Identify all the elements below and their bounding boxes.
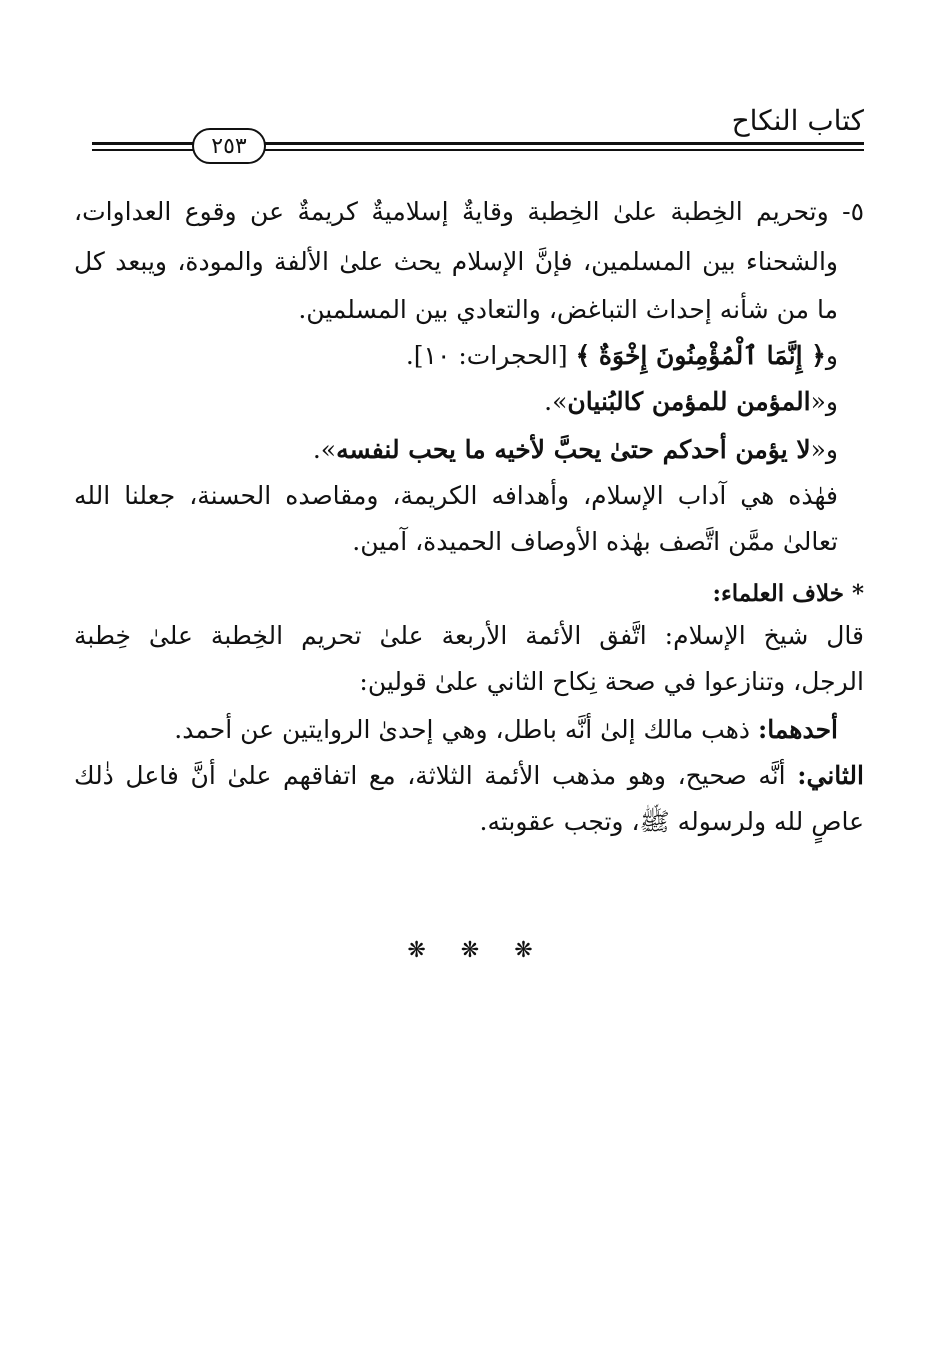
opinion-second-line-1	[74, 754, 864, 798]
hadith-2-line	[74, 428, 838, 472]
star-ornament: ❋	[407, 938, 426, 963]
text-span: قال شيخ الإسلام: اتَّفق الأئمة الأربعة علىٰ تحريم الخِطبة علىٰ خِطبة	[74, 621, 864, 650]
quote-open: و«	[810, 387, 838, 416]
text-span: عاصٍ لله ولرسوله ﷺ، وتجب عقوبته.	[479, 807, 864, 836]
quote-close: ».	[312, 435, 337, 464]
hadith-2: لا يؤمن أحدكم حتىٰ يحبَّ لأخيه ما يحب لنفسه	[336, 435, 811, 464]
running-title: كتاب النكاح	[731, 104, 864, 137]
text-span: تعالىٰ ممَّن اتَّصف بهٰذه الأوصاف الحميدة، آمين.	[352, 527, 838, 556]
text-span: ما من شأنه إحداث التباغض، والتعادي بين المسلمين.	[298, 295, 838, 324]
item5-line-1	[74, 190, 864, 234]
text-span: والشحناء بين المسلمين، فإنَّ الإسلام يحث علىٰ الألفة والمودة، ويبعد كل	[74, 247, 838, 276]
main-text	[74, 0, 864, 1372]
star-ornament: ❋	[460, 938, 480, 963]
hadith-1: المؤمن للمؤمن كالبُنيان	[567, 387, 811, 416]
quote-open: و«	[810, 435, 838, 464]
section-separator	[0, 938, 940, 963]
page-number-text: ٢٥٣	[211, 133, 247, 159]
para1-line-2	[74, 660, 864, 704]
closing-line-1	[74, 474, 838, 518]
star-ornament: ❋	[514, 938, 533, 963]
opinion-second-label: الثاني:	[797, 761, 864, 790]
item5-line-2	[74, 240, 838, 284]
closing-line-2	[74, 520, 838, 564]
hadith-1-line	[74, 380, 838, 424]
opinion-second-text: أنَّه صحيح، وهو مذهب الأئمة الثلاثة، مع اتفاقهم علىٰ أنَّ فاعل ذٰلك	[74, 761, 786, 790]
opinion-first-label: أحدهما:	[757, 715, 838, 744]
opinion-second-line-2	[74, 800, 864, 844]
text-span: ٥- وتحريم الخِطبة علىٰ الخِطبة وقايةٌ إسلاميةٌ كريمةٌ عن وقوع العداوات،	[74, 197, 864, 226]
text-span: الرجل، وتنازعوا في صحة نِكاح الثاني علىٰ قولين:	[359, 667, 864, 696]
section-heading: * خلاف العلماء:	[712, 580, 864, 607]
text-span: فهٰذه هي آداب الإسلام، وأهدافه الكريمة، ومقاصده الحسنة، جعلنا الله	[74, 481, 838, 510]
para1-line-1	[74, 614, 864, 658]
opinion-first-text: ذهب مالك إلىٰ أنَّه باطل، وهي إحدىٰ الروايتين عن أحمد.	[174, 715, 751, 744]
quran-reference: [الحجرات: ١٠].	[405, 341, 568, 370]
opinion-first-line	[74, 708, 838, 752]
quran-verse: ﴿ إِنَّمَا ٱلْمُؤْمِنُونَ إِخْوَةٌ ﴾	[575, 341, 826, 370]
quote-close: ».	[544, 387, 568, 416]
quran-prefix: و	[825, 341, 838, 370]
quran-verse-line	[74, 334, 838, 378]
item5-line-3	[74, 288, 838, 332]
